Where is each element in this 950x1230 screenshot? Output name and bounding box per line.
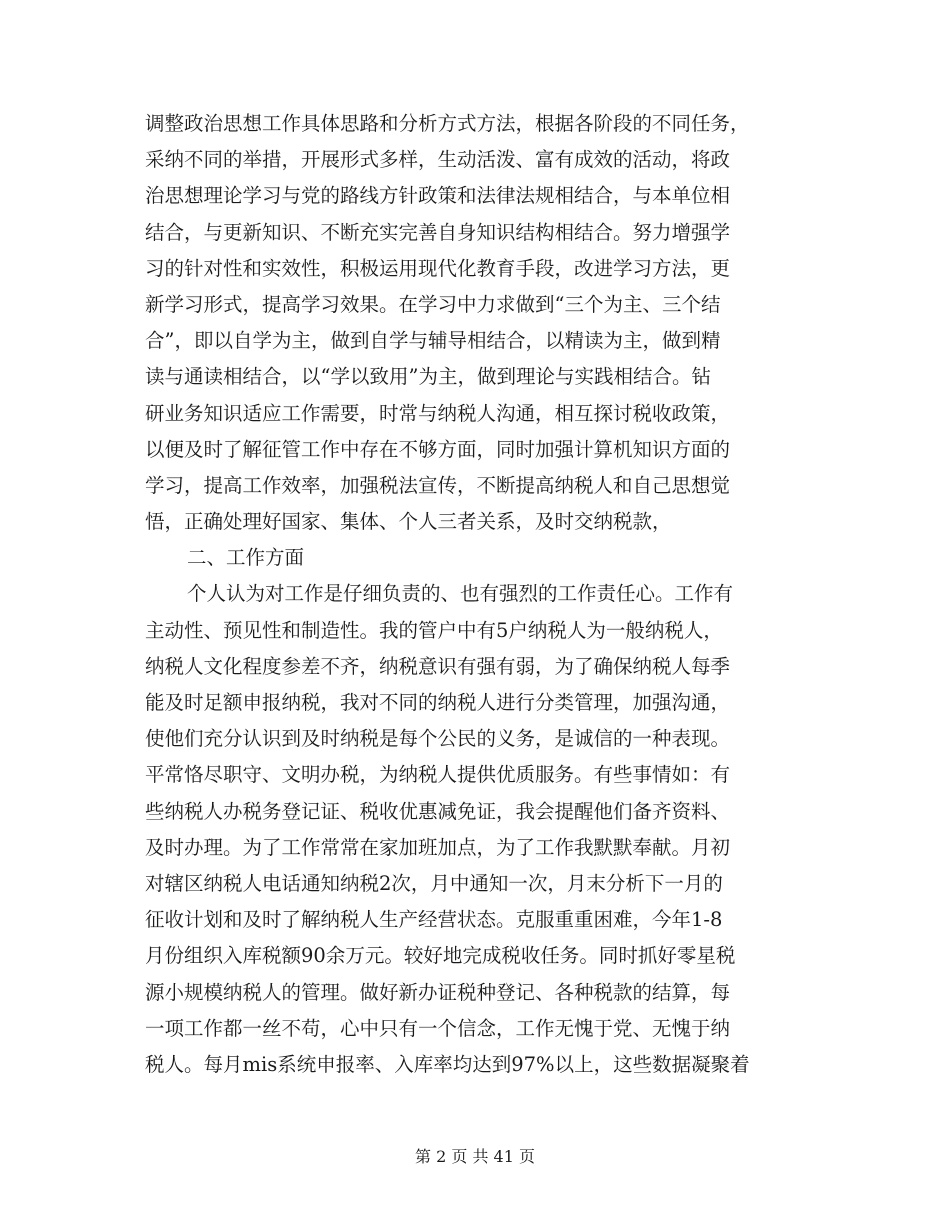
text-line: 征收计划和及时了解纳税人生产经营状态。克服重重困难，今年1-8 [145,908,723,932]
text-line: 悟，正确处理好国家、集体、个人三者关系，及时交纳税款， [145,510,672,534]
text-line: 些纳税人办税务登记证、税收优惠减免证，我会提醒他们备齐资料、 [145,799,731,823]
text-line: 源小规模纳税人的管理。做好新办证税种登记、各种税款的结算，每 [145,980,731,1004]
text-line: 及时办理。为了工作常常在家加班加点，为了工作我默默奉献。月初 [145,835,731,859]
text-line: 采纳不同的举措，开展形式多样，生动活泼、富有成效的活动，将政 [145,148,731,172]
text-line: 对辖区纳税人电话通知纳税2次，月中通知一次，月末分析下一月的 [145,871,723,895]
text-line: 以便及时了解征管工作中存在不够方面，同时加强计算机知识方面的 [145,437,731,461]
text-line: 研业务知识适应工作需要，时常与纳税人沟通，相互探讨税收政策， [145,401,731,425]
section-heading: 二、工作方面 [187,546,305,570]
text-line: 习的针对性和实效性，积极运用现代化教育手段，改进学习方法，更 [145,256,731,280]
text-line: 主动性、预见性和制造性。我的管户中有5户纳税人为一般纳税人， [145,618,723,642]
text-line: 平常恪尽职守、文明办税，为纳税人提供优质服务。有些事情如：有 [145,763,731,787]
text-line: 个人认为对工作是仔细负责的、也有强烈的工作责任心。工作有 [187,582,734,606]
text-line: 新学习形式，提高学习效果。在学习中力求做到“三个为主、三个结 [145,292,721,316]
text-line: 读与通读相结合，以“学以致用”为主，做到理论与实践相结合。钻 [145,365,711,389]
text-line: 合”，即以自学为主，做到自学与辅导相结合，以精读为主，做到精 [145,329,721,353]
text-line: 能及时足额申报纳税，我对不同的纳税人进行分类管理，加强沟通， [145,691,731,714]
text-line: 结合，与更新知识、不断充实完善自身知识结构相结合。努力增强学 [145,220,731,244]
body-text [145,106,810,1083]
text-line: 税人。每月mis系统申报率、入库率均达到97%以上，这些数据凝聚着 [145,1052,750,1076]
text-line: 学习，提高工作效率，加强税法宣传，不断提高纳税人和自己思想觉 [145,473,731,497]
page-footer: 第 2 页 共 41 页 [415,1147,535,1166]
text-line: 一项工作都一丝不苟，心中只有一个信念，工作无愧于党、无愧于纳 [145,1016,731,1040]
text-line: 治思想理论学习与党的路线方针政策和法律法规相结合，与本单位相 [145,184,731,208]
text-line: 纳税人文化程度参差不齐，纳税意识有强有弱，为了确保纳税人每季 [145,654,731,678]
text-line: 使他们充分认识到及时纳税是每个公民的义务，是诚信的一种表现。 [145,727,731,751]
text-line: 月份组织入库税额90余万元。较好地完成税收任务。同时抓好零星税 [145,944,736,968]
text-line: 调整政治思想工作具体思路和分析方式方法，根据各阶段的不同任务， [145,112,750,135]
